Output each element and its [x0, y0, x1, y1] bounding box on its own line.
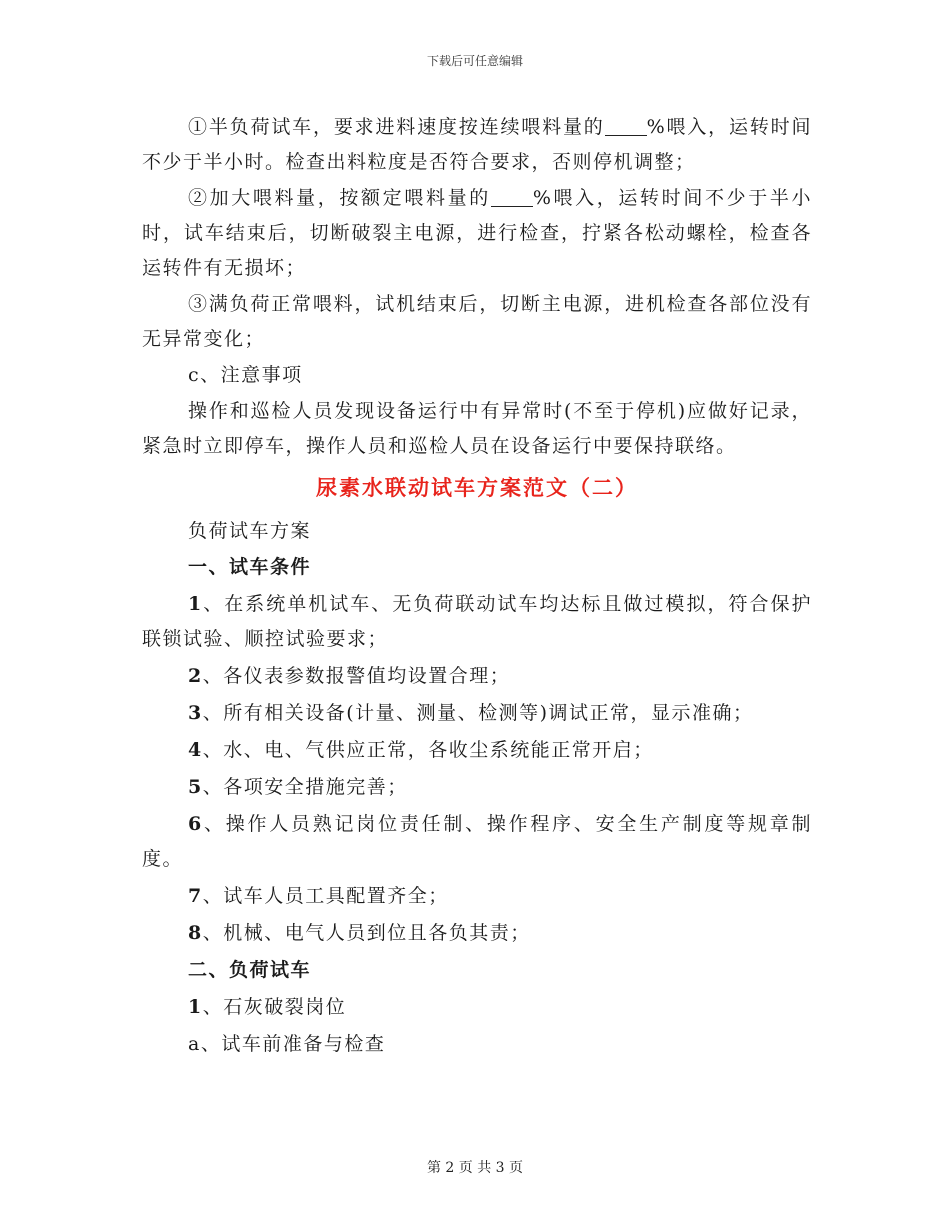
list-item: [142, 916, 812, 951]
list-item: [142, 696, 812, 731]
paragraph-notes: 操作和巡检人员发现设备运行中有异常时(不至于停机)应做好记录，紧急时立即停车，操作人员和巡检人员在设备运行中要保持联络。: [142, 400, 812, 457]
list-item: [142, 733, 812, 768]
heading-conditions: 一、试车条件: [188, 556, 312, 578]
fill-blank: [605, 117, 647, 136]
paragraph-notes-heading: c、注意事项: [188, 364, 303, 386]
item-text: 、各项安全措施完善；: [202, 776, 408, 798]
page-footer: 第 2 页 共 3 页: [426, 1160, 524, 1176]
paragraph-full-load: ③满负荷正常喂料，试机结束后，切断主电源，进机检查各部位没有无异常变化；: [142, 293, 812, 350]
item-number: 2: [188, 665, 203, 687]
item-number: 4: [188, 739, 203, 761]
text-segment: ①半负荷试车，要求进料速度按连续喂料量的: [188, 116, 605, 138]
list-item: [142, 770, 812, 805]
item-text: 、水、电、气供应正常，各收尘系统能正常开启；: [202, 739, 654, 761]
section-title: 尿素水联动试车方案范文（二）: [316, 475, 638, 500]
item-text: 、试车人员工具配置齐全；: [202, 885, 449, 907]
item-number: 1: [188, 593, 203, 615]
item-text: 、各仪表参数报警值均设置合理；: [202, 665, 511, 687]
item-text: 、所有相关设备(计量、测量、检测等)调试正常，显示准确；: [202, 702, 754, 724]
item-text: 、石灰破裂岗位: [202, 996, 347, 1018]
paragraph-lime-crushing: [142, 990, 812, 1025]
text-segment: %喂入，运转时间不少于半小时。检查出料粒度是否符合要求，否则停机调整；: [142, 116, 812, 173]
item-number: 1: [188, 996, 203, 1018]
list-item: [142, 807, 812, 877]
page-header: 下载后可任意编辑: [426, 54, 523, 68]
text-segment: %喂入，运转时间不少于半小时，试车结束后，切断破裂主电源，进行检查，拧紧各松动螺栓，检查各运转件有无损坏；: [142, 187, 812, 279]
list-item: [142, 659, 812, 694]
item-number: 7: [188, 885, 203, 907]
paragraph-half-load: [142, 110, 812, 180]
item-text: 、在系统单机试车、无负荷联动试车均达标且做过模拟，符合保护联锁试验、顺控试验要求；: [142, 593, 812, 650]
fill-blank: [491, 188, 533, 207]
item-number: 8: [188, 922, 203, 944]
item-number: 5: [188, 776, 203, 798]
document-body: [142, 110, 812, 1063]
text-segment: ②加大喂料量，按额定喂料量的: [188, 187, 491, 209]
list-item: [142, 587, 812, 657]
paragraph-increase-feed: [142, 181, 812, 286]
heading-load-test: 二、负荷试车: [188, 959, 312, 981]
item-number: 3: [188, 702, 203, 724]
paragraph-preparation: a、试车前准备与检查: [188, 1033, 386, 1055]
item-text: 、操作人员熟记岗位责任制、操作程序、安全生产制度等规章制度。: [142, 813, 812, 870]
item-text: 、机械、电气人员到位且各负其责；: [202, 922, 531, 944]
list-item: [142, 879, 812, 914]
item-number: 6: [188, 813, 203, 835]
paragraph-plan-name: 负荷试车方案: [188, 520, 312, 542]
